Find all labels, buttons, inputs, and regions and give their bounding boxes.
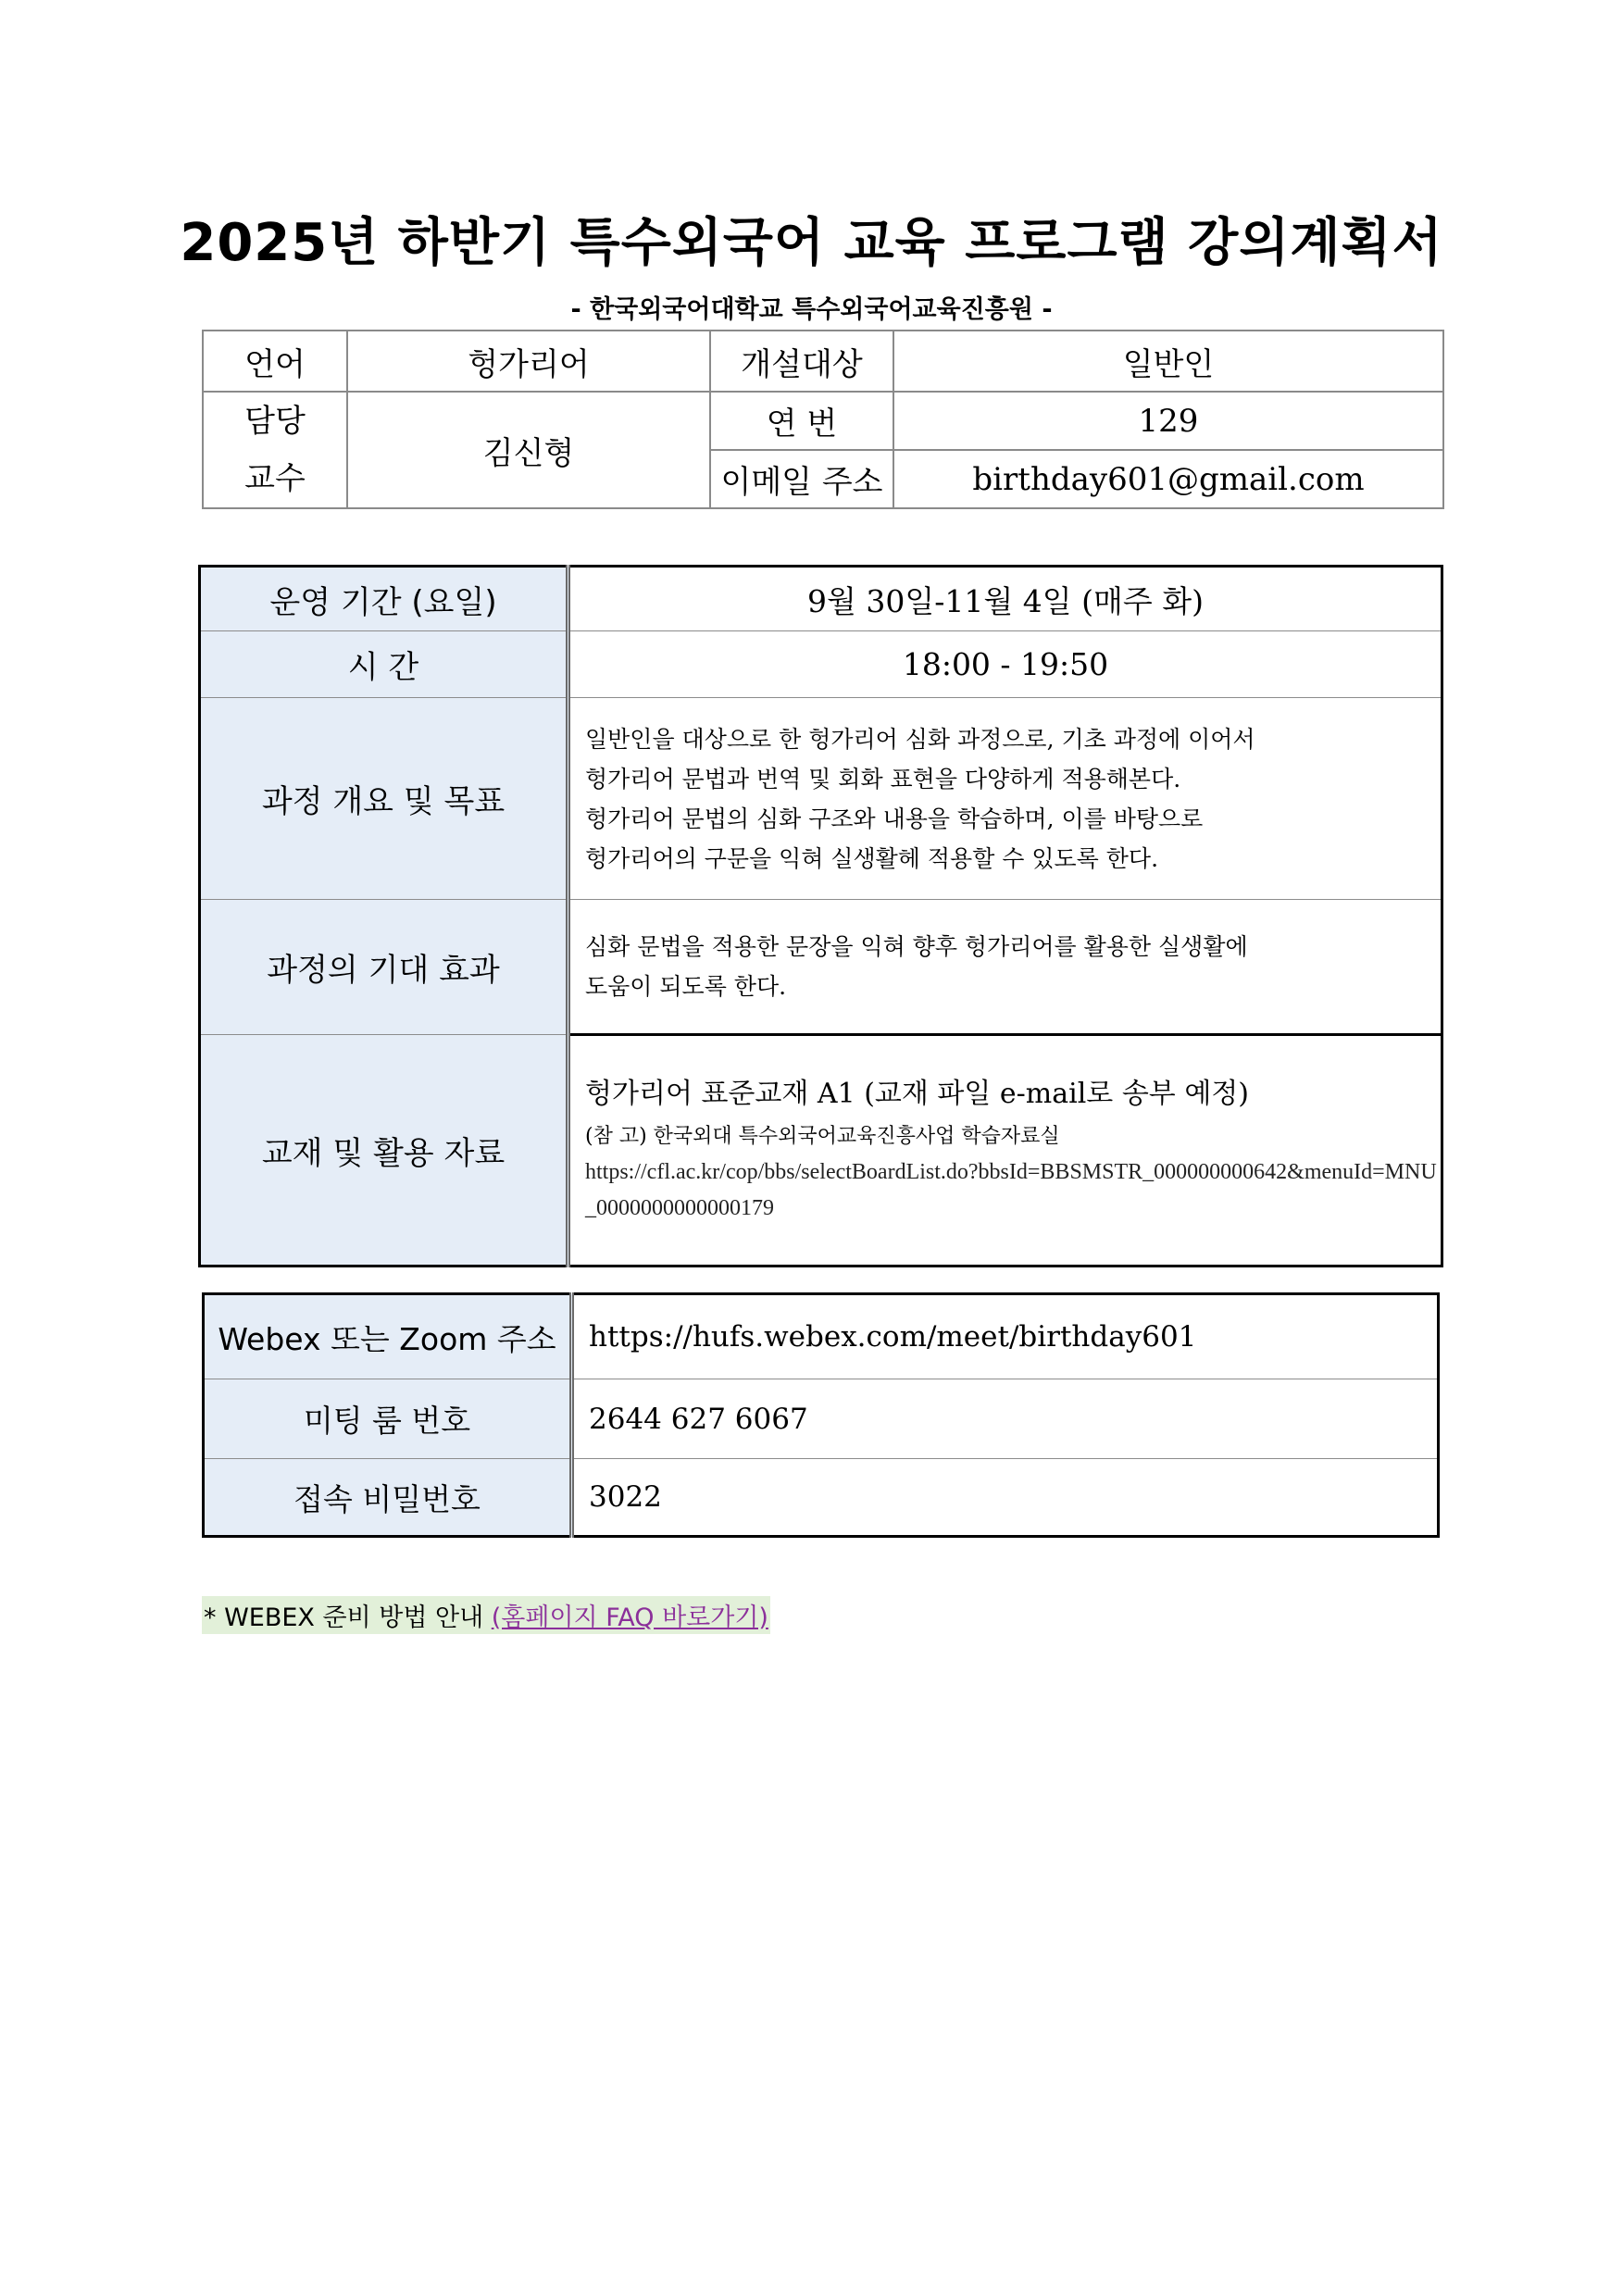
number-value: 129: [893, 392, 1443, 450]
effect-text: [568, 900, 1442, 1035]
language-value: 헝가리어: [347, 331, 710, 392]
overview-line: 헝가리어 문법과 번역 및 회화 표현을 다양하게 적용해본다.: [585, 765, 1181, 792]
password-value: 3022: [572, 1459, 1439, 1537]
course-table: [198, 565, 1443, 1267]
language-label: 언어: [203, 331, 347, 392]
effect-line: 심화 문법을 적용한 문장을 익혀 향후 헝가리어를 활용한 실생활에: [585, 933, 1248, 960]
professor-label: [203, 392, 347, 508]
period-value: 9월 30일-11월 4일 (매주 화): [568, 567, 1442, 631]
target-label: 개설대상: [710, 331, 893, 392]
materials-text: [568, 1035, 1442, 1267]
materials-label: 교재 및 활용 자료: [200, 1035, 568, 1267]
webex-guide-note: [202, 1596, 770, 1634]
professor-value: 김신형: [347, 392, 710, 508]
meeting-room-number: 2644 627 6067: [572, 1379, 1439, 1459]
email-label: 이메일 주소: [710, 450, 893, 508]
document-subtitle: - 한국외국어대학교 특수외국어교육진흥원 -: [570, 295, 1053, 324]
period-label: 운영 기간 (요일): [200, 567, 568, 631]
professor-label-line1: 담당: [244, 403, 306, 440]
faq-link[interactable]: (홈페이지 FAQ 바로가기): [491, 1603, 768, 1632]
materials-url[interactable]: https://cfl.ac.kr/cop/bbs/selectBoardList.do?bbsId=BBSMSTR_000000000642&menuId=MNU_0000000000000179: [585, 1160, 1437, 1220]
time-label: 시 간: [200, 631, 568, 698]
professor-label-line2: 교수: [244, 460, 306, 497]
time-value: 18:00 - 19:50: [568, 631, 1442, 698]
overview-line: 헝가리어의 구문을 익혀 실생활헤 적용할 수 있도록 한다.: [585, 844, 1159, 872]
webex-address-link[interactable]: https://hufs.webex.com/meet/birthday601: [572, 1294, 1439, 1379]
meeting-room-label: 미팅 룸 번호: [204, 1379, 572, 1459]
overview-label: 과정 개요 및 목표: [200, 698, 568, 900]
document-title: 2025년 하반기 특수외국어 교육 프로그램 강의계획서: [180, 213, 1443, 273]
webex-guide-text: * WEBEX 준비 방법 안내: [204, 1603, 492, 1632]
target-value: 일반인: [893, 331, 1443, 392]
effect-label: 과정의 기대 효과: [200, 900, 568, 1035]
email-value[interactable]: birthday601@gmail.com: [893, 450, 1443, 508]
info-table: [202, 330, 1444, 509]
overview-line: 헝가리어 문법의 심화 구조와 내용을 학습하며, 이를 바탕으로: [585, 805, 1204, 832]
webex-address-label: Webex 또는 Zoom 주소: [204, 1294, 572, 1379]
webex-table: [202, 1292, 1440, 1538]
overview-line: 일반인을 대상으로 한 헝가리어 심화 과정으로, 기초 과정에 이어서: [585, 725, 1255, 753]
number-label: 연 번: [710, 392, 893, 450]
password-label: 접속 비밀번호: [204, 1459, 572, 1537]
overview-text: [568, 698, 1442, 900]
effect-line: 도움이 되도록 한다.: [585, 973, 787, 1000]
materials-main: 헝가리어 표준교재 A1 (교재 파일 e-mail로 송부 예정): [585, 1078, 1249, 1110]
materials-reference: (참 고) 한국외대 특수외국어교육진흥사업 학습자료실: [585, 1125, 1060, 1148]
